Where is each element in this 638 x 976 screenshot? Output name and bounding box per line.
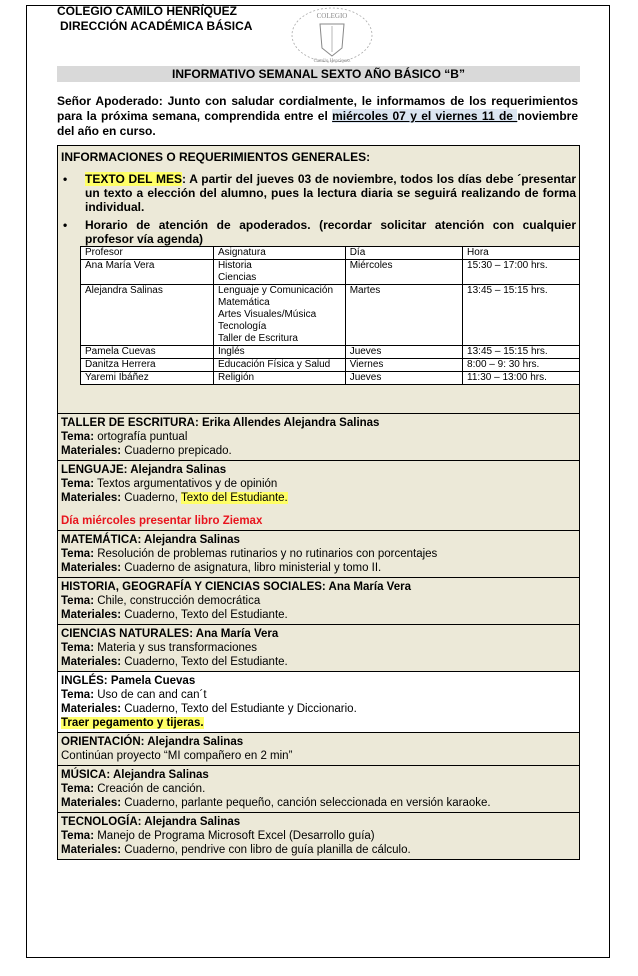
schedule-cell: 11:30 – 13:00 hrs. bbox=[463, 372, 580, 385]
school-name: COLEGIO CAMILO HENRÍQUEZ bbox=[57, 4, 237, 18]
materiales-line bbox=[61, 796, 576, 810]
materiales-highlight: Texto del Estudiante. bbox=[180, 492, 288, 504]
horario-text: Horario de atención de apoderados. (recordar solicitar atención con cualquier profesor vía agenda) bbox=[85, 218, 576, 246]
bullet-icon: • bbox=[63, 218, 68, 232]
schedule-cell: 8:00 – 9: 30 hrs. bbox=[463, 359, 580, 372]
section-title: TECNOLOGÍA: Alejandra Salinas bbox=[61, 816, 241, 828]
bullet-texto-del-mes bbox=[61, 172, 576, 214]
tema-label: Tema: bbox=[61, 431, 95, 443]
tema-line bbox=[61, 547, 576, 561]
section-title: LENGUAJE: Alejandra Salinas bbox=[61, 464, 227, 476]
schedule-cell: 13:45 – 15:15 hrs. bbox=[463, 285, 580, 346]
schedule-cell: Pamela Cuevas bbox=[81, 346, 214, 359]
texto-del-mes-text: : A partir del jueves 03 de noviembre, todos los días debe ´presentar un texto a elección del alumno, pues la lectura diaria se seguirá realizando de forma individual. bbox=[85, 172, 576, 214]
section-taller-escritura bbox=[58, 413, 579, 460]
section-matematica bbox=[58, 530, 579, 577]
materiales-value: Cuaderno, Texto del Estudiante y Diccionario. bbox=[121, 703, 357, 715]
tema-value: Chile, construcción democrática bbox=[94, 595, 261, 607]
materiales-value: Cuaderno, Texto del Estudiante. bbox=[121, 609, 288, 621]
tema-value: Uso de can and can´t bbox=[94, 689, 207, 701]
table-row bbox=[81, 346, 580, 359]
schedule-cell: Miércoles bbox=[345, 260, 462, 285]
schedule-header-cell: Hora bbox=[463, 247, 580, 260]
section-tecnologia bbox=[58, 812, 579, 859]
schedule-cell: Religión bbox=[213, 372, 345, 385]
svg-text:COLEGIO: COLEGIO bbox=[316, 12, 348, 20]
svg-text:Camilo Henríquez: Camilo Henríquez bbox=[313, 59, 351, 64]
tema-line bbox=[61, 688, 576, 702]
materiales-line bbox=[61, 655, 576, 669]
tema-label: Tema: bbox=[61, 548, 95, 560]
materiales-value: Cuaderno de asignatura, libro ministerial y tomo II. bbox=[121, 562, 382, 574]
schedule-cell: Jueves bbox=[345, 346, 462, 359]
section-lenguaje bbox=[58, 460, 579, 530]
schedule-header-cell: Profesor bbox=[81, 247, 214, 260]
section-title: MÚSICA: Alejandra Salinas bbox=[61, 769, 209, 781]
texto-del-mes-highlight: TEXTO DEL MES bbox=[85, 172, 183, 186]
general-title: INFORMACIONES O REQUERIMIENTOS GENERALES: bbox=[61, 150, 371, 164]
materiales-label: Materiales: bbox=[61, 797, 122, 809]
schedule-cell: Alejandra Salinas bbox=[81, 285, 214, 346]
schedule-cell: Jueves bbox=[345, 372, 462, 385]
schedule-table bbox=[80, 246, 580, 385]
ingles-note-line bbox=[61, 716, 576, 730]
section-title: HISTORIA, GEOGRAFÍA Y CIENCIAS SOCIALES: Ana María Vera bbox=[61, 581, 411, 593]
materiales-value: Cuaderno, bbox=[121, 492, 181, 504]
materiales-label: Materiales: bbox=[61, 445, 122, 457]
materiales-line bbox=[61, 702, 576, 716]
table-row bbox=[81, 372, 580, 385]
schedule-cell: 15:30 – 17:00 hrs. bbox=[463, 260, 580, 285]
lenguaje-note: Día miércoles presentar libro Ziemax bbox=[61, 515, 263, 527]
materiales-line bbox=[61, 608, 576, 622]
schedule-cell: Yaremi Ibáñez bbox=[81, 372, 214, 385]
school-header bbox=[57, 4, 252, 34]
materiales-value: Cuaderno prepicado. bbox=[121, 445, 232, 457]
materiales-label: Materiales: bbox=[61, 844, 122, 856]
tema-line bbox=[61, 829, 576, 843]
schedule-cell: 13:45 – 15:15 hrs. bbox=[463, 346, 580, 359]
materiales-line bbox=[61, 561, 576, 575]
schedule-cell: Danitza Herrera bbox=[81, 359, 214, 372]
schedule-header-cell: Asignatura bbox=[213, 247, 345, 260]
tema-label: Tema: bbox=[61, 689, 95, 701]
tema-label: Tema: bbox=[61, 478, 95, 490]
materiales-value: Cuaderno, pendrive con libro de guía planilla de cálculo. bbox=[121, 844, 411, 856]
schedule-cell: Historia Ciencias bbox=[213, 260, 345, 285]
tema-line bbox=[61, 477, 576, 491]
intro-text-end: noviembre del año en curso. bbox=[57, 109, 578, 138]
tema-line bbox=[61, 782, 576, 796]
tema-label: Tema: bbox=[61, 595, 95, 607]
section-title: MATEMÁTICA: Alejandra Salinas bbox=[61, 534, 240, 546]
section-orientacion bbox=[58, 732, 579, 765]
materiales-value: Cuaderno, parlante pequeño, canción seleccionada en versión karaoke. bbox=[121, 797, 491, 809]
tema-line bbox=[61, 430, 576, 444]
section-ciencias bbox=[58, 624, 579, 671]
materiales-line bbox=[61, 491, 576, 505]
materiales-line bbox=[61, 843, 576, 857]
bullet-icon: • bbox=[63, 172, 68, 186]
schedule-cell: Martes bbox=[345, 285, 462, 346]
schedule-header-row bbox=[81, 247, 580, 260]
materiales-value: Cuaderno, Texto del Estudiante. bbox=[121, 656, 288, 668]
tema-value: ortografía puntual bbox=[94, 431, 188, 443]
materiales-label: Materiales: bbox=[61, 562, 122, 574]
school-logo bbox=[290, 6, 374, 64]
tema-value: Materia y sus transformaciones bbox=[94, 642, 258, 654]
tema-label: Tema: bbox=[61, 830, 95, 842]
materiales-line bbox=[61, 444, 576, 458]
content-table bbox=[57, 145, 580, 860]
report-title: INFORMATIVO SEMANAL SEXTO AÑO BÁSICO “B” bbox=[57, 66, 580, 82]
table-row bbox=[81, 260, 580, 285]
intro-text: Señor Apoderado: Junto con saludar cordialmente, le informamos de los requerimientos para la próxima semana, comprendida entre el bbox=[57, 94, 578, 123]
schedule-cell: Viernes bbox=[345, 359, 462, 372]
intro-paragraph bbox=[57, 94, 578, 139]
table-row bbox=[81, 359, 580, 372]
table-row bbox=[81, 285, 580, 346]
section-title: INGLÉS: Pamela Cuevas bbox=[61, 675, 196, 687]
department-name: DIRECCIÓN ACADÉMICA BÁSICA bbox=[60, 19, 253, 33]
schedule-cell: Lenguaje y Comunicación Matemática Artes Visuales/Música Tecnología Taller de Escritura bbox=[213, 285, 345, 346]
section-title: ORIENTACIÓN: Alejandra Salinas bbox=[61, 736, 244, 748]
tema-label: Tema: bbox=[61, 783, 95, 795]
date-range-highlight: miércoles 07 y el viernes 11 de bbox=[332, 109, 518, 123]
schedule-header-cell: Día bbox=[345, 247, 462, 260]
section-historia bbox=[58, 577, 579, 624]
materiales-label: Materiales: bbox=[61, 656, 122, 668]
schedule-cell: Ana María Vera bbox=[81, 260, 214, 285]
section-title: TALLER DE ESCRITURA: Erika Allendes Alejandra Salinas bbox=[61, 417, 380, 429]
materiales-label: Materiales: bbox=[61, 492, 122, 504]
general-section bbox=[58, 146, 579, 413]
schedule-cell: Inglés bbox=[213, 346, 345, 359]
ingles-note: Traer pegamento y tijeras. bbox=[61, 717, 204, 729]
section-musica bbox=[58, 765, 579, 812]
section-title: CIENCIAS NATURALES: Ana María Vera bbox=[61, 628, 279, 640]
tema-line bbox=[61, 641, 576, 655]
tema-line bbox=[61, 594, 576, 608]
tema-value: Resolución de problemas rutinarios y no rutinarios con porcentajes bbox=[94, 548, 438, 560]
schedule-cell: Educación Física y Salud bbox=[213, 359, 345, 372]
tema-value: Creación de canción. bbox=[94, 783, 206, 795]
orientacion-text: Continúan proyecto “MI compañero en 2 min” bbox=[61, 750, 293, 762]
bullet-horario bbox=[61, 218, 576, 246]
tema-value: Manejo de Programa Microsoft Excel (Desarrollo guía) bbox=[94, 830, 375, 842]
tema-value: Textos argumentativos y de opinión bbox=[94, 478, 278, 490]
section-ingles bbox=[58, 671, 579, 732]
materiales-label: Materiales: bbox=[61, 609, 122, 621]
materiales-label: Materiales: bbox=[61, 703, 122, 715]
tema-label: Tema: bbox=[61, 642, 95, 654]
